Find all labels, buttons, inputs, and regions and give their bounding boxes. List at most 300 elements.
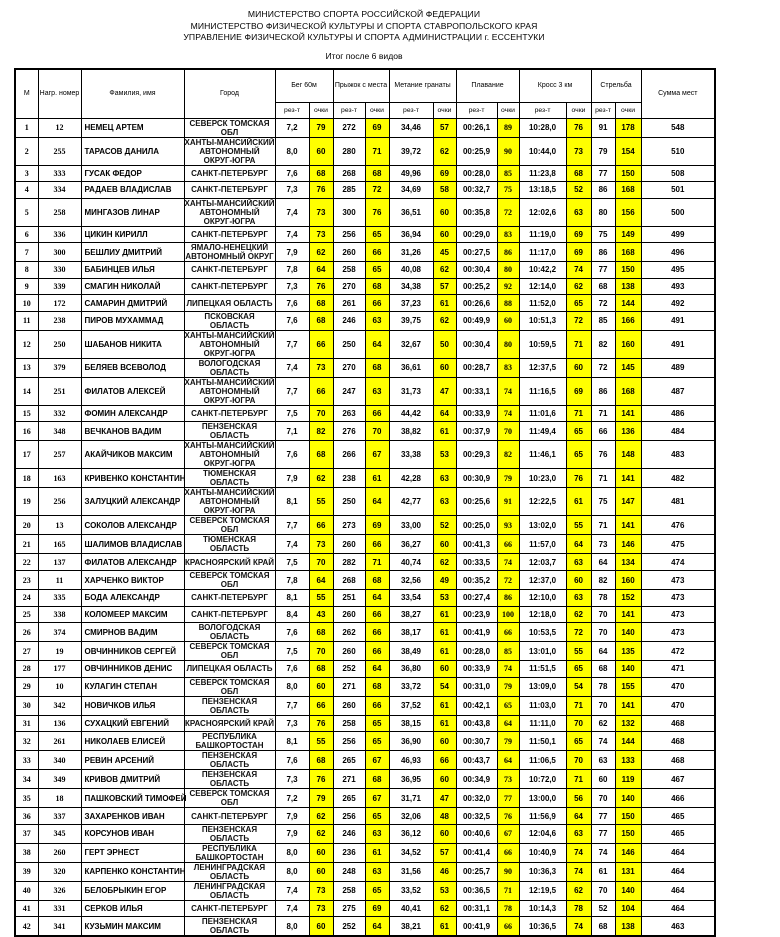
total-cell: 489 xyxy=(641,358,715,377)
jump-result-cell: 246 xyxy=(333,311,365,330)
jump-points-cell: 63 xyxy=(365,824,389,843)
cross-points-cell: 74 xyxy=(566,843,591,862)
athlete-name-cell: ВЕЧКАНОВ ВАДИМ xyxy=(81,422,184,441)
cross-result-cell: 12:37,5 xyxy=(519,358,566,377)
swim-points-cell: 72 xyxy=(497,198,519,226)
jump-points-cell: 68 xyxy=(365,278,389,295)
swim-points-cell: 67 xyxy=(497,824,519,843)
shooting-result-cell: 85 xyxy=(591,311,615,330)
jump-points-cell: 66 xyxy=(365,642,389,661)
table-row xyxy=(15,808,715,825)
shooting-result-cell: 78 xyxy=(591,677,615,696)
swim-points-cell: 83 xyxy=(497,226,519,243)
total-cell: 464 xyxy=(641,900,715,917)
city-cell: ТЮМЕНСКАЯ ОБЛАСТЬ xyxy=(184,535,275,554)
shooting-points-cell: 140 xyxy=(615,881,641,900)
bib-number-cell: 18 xyxy=(38,789,81,808)
run60-points-cell: 68 xyxy=(309,623,333,642)
swim-points-cell: 78 xyxy=(497,900,519,917)
athlete-name-cell: БЕЛОБРЫКИН ЕГОР xyxy=(81,881,184,900)
swim-result-cell: 00:32,5 xyxy=(456,808,497,825)
place-cell: 20 xyxy=(15,516,38,535)
bib-number-cell: 374 xyxy=(38,623,81,642)
shooting-points-cell: 131 xyxy=(615,862,641,881)
shooting-points-cell: 119 xyxy=(615,770,641,789)
swim-result-cell: 00:25,7 xyxy=(456,862,497,881)
jump-points-cell: 68 xyxy=(365,358,389,377)
total-cell: 473 xyxy=(641,571,715,590)
city-cell: ПЕНЗЕНСКАЯ ОБЛАСТЬ xyxy=(184,917,275,937)
grenade-result-cell: 32,67 xyxy=(389,330,433,358)
grenade-points-cell: 61 xyxy=(433,917,456,937)
city-cell: КРАСНОЯРСКИЙ КРАЙ xyxy=(184,715,275,732)
jump-points-cell: 65 xyxy=(365,808,389,825)
jump-result-cell: 250 xyxy=(333,330,365,358)
grenade-result-header: рез-т xyxy=(389,102,433,118)
swim-result-cell: 00:27,5 xyxy=(456,243,497,262)
jump-result-cell: 260 xyxy=(333,535,365,554)
grenade-result-cell: 38,15 xyxy=(389,715,433,732)
bib-number-cell: 136 xyxy=(38,715,81,732)
table-row xyxy=(15,751,715,770)
bib-number-cell: 261 xyxy=(38,732,81,751)
cross-points-cell: 65 xyxy=(566,441,591,469)
cross-result-cell: 11:23,8 xyxy=(519,165,566,182)
shooting-points-cell: 150 xyxy=(615,808,641,825)
run60-points-cell: 70 xyxy=(309,642,333,661)
swim-result-cell: 00:36,5 xyxy=(456,881,497,900)
swim-result-cell: 00:26,6 xyxy=(456,295,497,312)
run60-result-cell: 7,4 xyxy=(275,900,309,917)
shooting-points-cell: 132 xyxy=(615,715,641,732)
run60-result-cell: 8,1 xyxy=(275,590,309,607)
cross-points-cell: 63 xyxy=(566,198,591,226)
total-cell: 468 xyxy=(641,715,715,732)
run60-points-cell: 62 xyxy=(309,243,333,262)
total-cell: 464 xyxy=(641,862,715,881)
bib-number-cell: 345 xyxy=(38,824,81,843)
run60-result-cell: 8,0 xyxy=(275,843,309,862)
jump-points-cell: 66 xyxy=(365,606,389,623)
jump-result-cell: 263 xyxy=(333,405,365,422)
cross-points-cell: 55 xyxy=(566,642,591,661)
run60-points-cell: 62 xyxy=(309,824,333,843)
total-cell: 495 xyxy=(641,262,715,279)
jump-result-cell: 251 xyxy=(333,590,365,607)
shooting-points-cell: 104 xyxy=(615,900,641,917)
swim-points-cell: 93 xyxy=(497,516,519,535)
swim-points-cell: 65 xyxy=(497,696,519,715)
table-row xyxy=(15,182,715,199)
total-cell: 475 xyxy=(641,535,715,554)
table-row xyxy=(15,606,715,623)
run60-points-cell: 76 xyxy=(309,278,333,295)
shooting-points-cell: 136 xyxy=(615,422,641,441)
jump-result-cell: 268 xyxy=(333,165,365,182)
table-row xyxy=(15,405,715,422)
cross-points-cell: 78 xyxy=(566,900,591,917)
run60-points-cell: 60 xyxy=(309,862,333,881)
table-row xyxy=(15,862,715,881)
run60-result-cell: 7,5 xyxy=(275,642,309,661)
jump-result-cell: 275 xyxy=(333,900,365,917)
jump-points-cell: 64 xyxy=(365,488,389,516)
run60-result-cell: 8,1 xyxy=(275,732,309,751)
table-row xyxy=(15,441,715,469)
cross-points-cell: 70 xyxy=(566,715,591,732)
total-cell: 508 xyxy=(641,165,715,182)
jump-result-cell: 265 xyxy=(333,751,365,770)
swim-result-cell: 00:37,9 xyxy=(456,422,497,441)
athlete-name-cell: БАБИНЦЕВ ИЛЬЯ xyxy=(81,262,184,279)
run60-result-cell: 7,3 xyxy=(275,715,309,732)
jump-points-cell: 65 xyxy=(365,262,389,279)
grenade-points-cell: 66 xyxy=(433,751,456,770)
grenade-result-cell: 40,41 xyxy=(389,900,433,917)
shooting-points-cell: 141 xyxy=(615,606,641,623)
swim-points-cell: 74 xyxy=(497,661,519,678)
athlete-name-cell: КРИВОВ ДМИТРИЙ xyxy=(81,770,184,789)
city-cell: ХАНТЫ-МАНСИЙСКИЙ АВТОНОМНЫЙ ОКРУГ-ЮГРА xyxy=(184,441,275,469)
total-cell: 468 xyxy=(641,751,715,770)
swim-result-cell: 00:27,4 xyxy=(456,590,497,607)
place-cell: 34 xyxy=(15,770,38,789)
grenade-result-cell: 31,56 xyxy=(389,862,433,881)
table-row xyxy=(15,642,715,661)
shooting-result-cell: 82 xyxy=(591,571,615,590)
total-cell: 501 xyxy=(641,182,715,199)
grenade-result-cell: 38,21 xyxy=(389,917,433,937)
shooting-result-cell: 77 xyxy=(591,165,615,182)
grenade-points-cell: 60 xyxy=(433,770,456,789)
grenade-result-cell: 31,71 xyxy=(389,789,433,808)
grenade-result-cell: 31,73 xyxy=(389,377,433,405)
place-cell: 24 xyxy=(15,590,38,607)
run60-result-cell: 8,1 xyxy=(275,488,309,516)
run60-points-cell: 73 xyxy=(309,535,333,554)
shooting-points-cell: 178 xyxy=(615,118,641,137)
jump-points-cell: 71 xyxy=(365,554,389,571)
swim-points-cell: 75 xyxy=(497,182,519,199)
swim-points-cell: 92 xyxy=(497,278,519,295)
bib-number-cell: 12 xyxy=(38,118,81,137)
shooting-result-cell: 72 xyxy=(591,295,615,312)
athlete-name-cell: КОРСУНОВ ИВАН xyxy=(81,824,184,843)
place-cell: 2 xyxy=(15,137,38,165)
cross-points-cell: 61 xyxy=(566,488,591,516)
run60-result-cell: 7,6 xyxy=(275,623,309,642)
jump-result-cell: 272 xyxy=(333,118,365,137)
jump-points-cell: 71 xyxy=(365,137,389,165)
table-row xyxy=(15,198,715,226)
jump-points-cell: 69 xyxy=(365,516,389,535)
place-cell: 9 xyxy=(15,278,38,295)
city-cell: КРАСНОЯРСКИЙ КРАЙ xyxy=(184,554,275,571)
shooting-result-cell: 79 xyxy=(591,137,615,165)
cross-result-cell: 12:22,5 xyxy=(519,488,566,516)
swim-result-cell: 00:23,9 xyxy=(456,606,497,623)
swim-result-cell: 00:43,7 xyxy=(456,751,497,770)
jump-points-cell: 63 xyxy=(365,862,389,881)
grenade-points-cell: 53 xyxy=(433,590,456,607)
run60-result-cell: 7,4 xyxy=(275,881,309,900)
total-cell: 510 xyxy=(641,137,715,165)
jump-result-cell: 260 xyxy=(333,696,365,715)
cross-points-header: очки xyxy=(566,102,591,118)
shooting-points-cell: 138 xyxy=(615,917,641,937)
run60-points-cell: 62 xyxy=(309,469,333,488)
event-header-shooting: Стрельба xyxy=(591,69,641,103)
place-cell: 4 xyxy=(15,182,38,199)
jump-points-cell: 68 xyxy=(365,770,389,789)
bib-number-cell: 257 xyxy=(38,441,81,469)
swim-points-cell: 70 xyxy=(497,422,519,441)
cross-points-cell: 69 xyxy=(566,226,591,243)
city-cell: СЕВЕРСК ТОМСКАЯ ОБЛ xyxy=(184,118,275,137)
athlete-name-cell: СМАГИН НИКОЛАЙ xyxy=(81,278,184,295)
grenade-result-cell: 33,72 xyxy=(389,677,433,696)
place-cell: 21 xyxy=(15,535,38,554)
city-cell: ВОЛОГОДСКАЯ ОБЛАСТЬ xyxy=(184,358,275,377)
grenade-result-cell: 39,75 xyxy=(389,311,433,330)
place-cell: 10 xyxy=(15,295,38,312)
org-title-line-1: МИНИСТЕРСТВО СПОРТА РОССИЙСКОЙ ФЕДЕРАЦИИ xyxy=(14,9,714,21)
cross-result-cell: 11:03,0 xyxy=(519,696,566,715)
bib-number-cell: 19 xyxy=(38,642,81,661)
swim-result-cell: 00:30,4 xyxy=(456,330,497,358)
city-header: Город xyxy=(184,69,275,119)
jump-result-cell: 256 xyxy=(333,808,365,825)
city-cell: САНКТ-ПЕТЕРБУРГ xyxy=(184,405,275,422)
grenade-result-cell: 46,93 xyxy=(389,751,433,770)
total-cell: 486 xyxy=(641,405,715,422)
swim-points-cell: 90 xyxy=(497,862,519,881)
grenade-result-cell: 32,56 xyxy=(389,571,433,590)
city-cell: САНКТ-ПЕТЕРБУРГ xyxy=(184,262,275,279)
grenade-points-cell: 62 xyxy=(433,311,456,330)
table-row xyxy=(15,623,715,642)
run60-points-cell: 60 xyxy=(309,677,333,696)
run60-result-cell: 7,9 xyxy=(275,469,309,488)
place-cell: 35 xyxy=(15,789,38,808)
jump-result-cell: 276 xyxy=(333,422,365,441)
shooting-result-cell: 64 xyxy=(591,554,615,571)
shooting-result-cell: 68 xyxy=(591,917,615,937)
shooting-result-cell: 77 xyxy=(591,262,615,279)
city-cell: САНКТ-ПЕТЕРБУРГ xyxy=(184,278,275,295)
athlete-name-cell: НЕМЕЦ АРТЕМ xyxy=(81,118,184,137)
swim-points-cell: 66 xyxy=(497,843,519,862)
grenade-points-cell: 61 xyxy=(433,642,456,661)
total-cell: 491 xyxy=(641,330,715,358)
run60-points-cell: 70 xyxy=(309,405,333,422)
cross-result-cell: 10:23,0 xyxy=(519,469,566,488)
shooting-points-cell: 166 xyxy=(615,311,641,330)
swim-result-cell: 00:41,3 xyxy=(456,535,497,554)
swim-points-cell: 80 xyxy=(497,330,519,358)
swim-result-cell: 00:31,1 xyxy=(456,900,497,917)
run60-result-cell: 7,9 xyxy=(275,808,309,825)
run60-points-cell: 66 xyxy=(309,516,333,535)
grenade-points-cell: 61 xyxy=(433,623,456,642)
grenade-points-cell: 57 xyxy=(433,118,456,137)
swim-points-cell: 88 xyxy=(497,295,519,312)
cross-points-cell: 63 xyxy=(566,554,591,571)
jump-points-cell: 65 xyxy=(365,226,389,243)
place-cell: 8 xyxy=(15,262,38,279)
bib-number-cell: 238 xyxy=(38,311,81,330)
jump-points-cell: 61 xyxy=(365,843,389,862)
swim-points-cell: 76 xyxy=(497,808,519,825)
jump-result-cell: 300 xyxy=(333,198,365,226)
shooting-result-cell: 86 xyxy=(591,377,615,405)
athlete-name-cell: ЗАЛУЦКИЙ АЛЕКСАНДР xyxy=(81,488,184,516)
table-row xyxy=(15,278,715,295)
city-cell: САНКТ-ПЕТЕРБУРГ xyxy=(184,590,275,607)
jump-points-cell: 66 xyxy=(365,243,389,262)
grenade-points-cell: 50 xyxy=(433,330,456,358)
swim-points-cell: 74 xyxy=(497,377,519,405)
shooting-result-cell: 86 xyxy=(591,243,615,262)
grenade-points-cell: 60 xyxy=(433,661,456,678)
place-cell: 37 xyxy=(15,824,38,843)
table-row xyxy=(15,262,715,279)
grenade-result-cell: 40,74 xyxy=(389,554,433,571)
jump-points-cell: 68 xyxy=(365,165,389,182)
cross-result-cell: 10:53,5 xyxy=(519,623,566,642)
run60-result-header: рез-т xyxy=(275,102,309,118)
run60-points-cell: 68 xyxy=(309,311,333,330)
total-cell: 473 xyxy=(641,606,715,623)
run60-points-cell: 66 xyxy=(309,330,333,358)
bib-number-cell: 137 xyxy=(38,554,81,571)
total-cell: 464 xyxy=(641,881,715,900)
run60-points-cell: 73 xyxy=(309,226,333,243)
run60-points-cell: 73 xyxy=(309,900,333,917)
swim-result-cell: 00:25,0 xyxy=(456,516,497,535)
city-cell: ЛИПЕЦКАЯ ОБЛАСТЬ xyxy=(184,295,275,312)
grenade-points-cell: 47 xyxy=(433,789,456,808)
run60-result-cell: 7,6 xyxy=(275,295,309,312)
jump-points-cell: 64 xyxy=(365,661,389,678)
city-cell: ХАНТЫ-МАНСИЙСКИЙ АВТОНОМНЫЙ ОКРУГ-ЮГРА xyxy=(184,377,275,405)
run60-result-cell: 7,4 xyxy=(275,226,309,243)
bib-number-cell: 260 xyxy=(38,843,81,862)
place-cell: 5 xyxy=(15,198,38,226)
bib-number-cell: 320 xyxy=(38,862,81,881)
athlete-name-cell: ЦИКИН КИРИЛЛ xyxy=(81,226,184,243)
athlete-name-cell: ФИЛАТОВ АЛЕКСАНДР xyxy=(81,554,184,571)
total-cell: 481 xyxy=(641,488,715,516)
bib-number-cell: 10 xyxy=(38,677,81,696)
place-cell: 40 xyxy=(15,881,38,900)
grenade-points-cell: 61 xyxy=(433,606,456,623)
city-cell: САНКТ-ПЕТЕРБУРГ xyxy=(184,900,275,917)
bib-number-cell: 177 xyxy=(38,661,81,678)
table-row xyxy=(15,677,715,696)
shooting-result-cell: 75 xyxy=(591,488,615,516)
run60-points-cell: 64 xyxy=(309,262,333,279)
grenade-points-cell: 57 xyxy=(433,843,456,862)
jump-result-cell: 258 xyxy=(333,262,365,279)
shooting-result-cell: 66 xyxy=(591,422,615,441)
place-cell: 36 xyxy=(15,808,38,825)
athlete-name-cell: ХАРЧЕНКО ВИКТОР xyxy=(81,571,184,590)
results-subtitle: Итог после 6 видов xyxy=(14,51,714,62)
cross-points-cell: 76 xyxy=(566,118,591,137)
place-cell: 11 xyxy=(15,311,38,330)
jump-result-cell: 260 xyxy=(333,606,365,623)
grenade-result-cell: 34,52 xyxy=(389,843,433,862)
cross-points-cell: 64 xyxy=(566,535,591,554)
shooting-points-cell: 148 xyxy=(615,441,641,469)
swim-points-cell: 86 xyxy=(497,243,519,262)
table-row xyxy=(15,137,715,165)
run60-result-cell: 7,3 xyxy=(275,278,309,295)
jump-points-cell: 69 xyxy=(365,118,389,137)
run60-result-cell: 7,5 xyxy=(275,405,309,422)
grenade-result-cell: 36,90 xyxy=(389,732,433,751)
cross-points-cell: 71 xyxy=(566,405,591,422)
run60-points-cell: 73 xyxy=(309,881,333,900)
swim-result-cell: 00:29,0 xyxy=(456,226,497,243)
cross-result-cell: 10:44,0 xyxy=(519,137,566,165)
cross-points-cell: 71 xyxy=(566,696,591,715)
jump-points-cell: 66 xyxy=(365,295,389,312)
run60-points-cell: 73 xyxy=(309,198,333,226)
place-cell: 27 xyxy=(15,642,38,661)
grenade-result-cell: 38,27 xyxy=(389,606,433,623)
swim-points-cell: 91 xyxy=(497,488,519,516)
run60-result-cell: 7,6 xyxy=(275,441,309,469)
jump-points-cell: 67 xyxy=(365,751,389,770)
swim-points-cell: 64 xyxy=(497,751,519,770)
jump-result-cell: 256 xyxy=(333,732,365,751)
athlete-name-cell: РАДАЕВ ВЛАДИСЛАВ xyxy=(81,182,184,199)
cross-points-cell: 71 xyxy=(566,770,591,789)
athlete-name-cell: НОВИЧКОВ ИЛЬЯ xyxy=(81,696,184,715)
shooting-result-cell: 75 xyxy=(591,226,615,243)
swim-result-cell: 00:26,1 xyxy=(456,118,497,137)
shooting-points-header: очки xyxy=(615,102,641,118)
grenade-result-cell: 31,26 xyxy=(389,243,433,262)
grenade-points-cell: 58 xyxy=(433,182,456,199)
total-cell: 467 xyxy=(641,770,715,789)
jump-points-cell: 65 xyxy=(365,732,389,751)
jump-points-cell: 68 xyxy=(365,677,389,696)
run60-result-cell: 7,4 xyxy=(275,358,309,377)
grenade-result-cell: 36,12 xyxy=(389,824,433,843)
table-row xyxy=(15,488,715,516)
jump-points-cell: 69 xyxy=(365,900,389,917)
swim-result-cell: 00:43,8 xyxy=(456,715,497,732)
city-cell: ЛЕНИНГРАДСКАЯ ОБЛАСТЬ xyxy=(184,862,275,881)
grenade-result-cell: 34,69 xyxy=(389,182,433,199)
swim-points-cell: 100 xyxy=(497,606,519,623)
swim-result-cell: 00:30,7 xyxy=(456,732,497,751)
swim-points-cell: 66 xyxy=(497,917,519,937)
bib-number-cell: 379 xyxy=(38,358,81,377)
jump-points-cell: 66 xyxy=(365,535,389,554)
cross-result-cell: 11:51,5 xyxy=(519,661,566,678)
cross-result-cell: 11:50,1 xyxy=(519,732,566,751)
swim-result-cell: 00:33,9 xyxy=(456,405,497,422)
jump-points-cell: 68 xyxy=(365,571,389,590)
run60-result-cell: 8,4 xyxy=(275,606,309,623)
grenade-result-cell: 38,49 xyxy=(389,642,433,661)
shooting-points-cell: 150 xyxy=(615,165,641,182)
total-cell: 463 xyxy=(641,917,715,937)
